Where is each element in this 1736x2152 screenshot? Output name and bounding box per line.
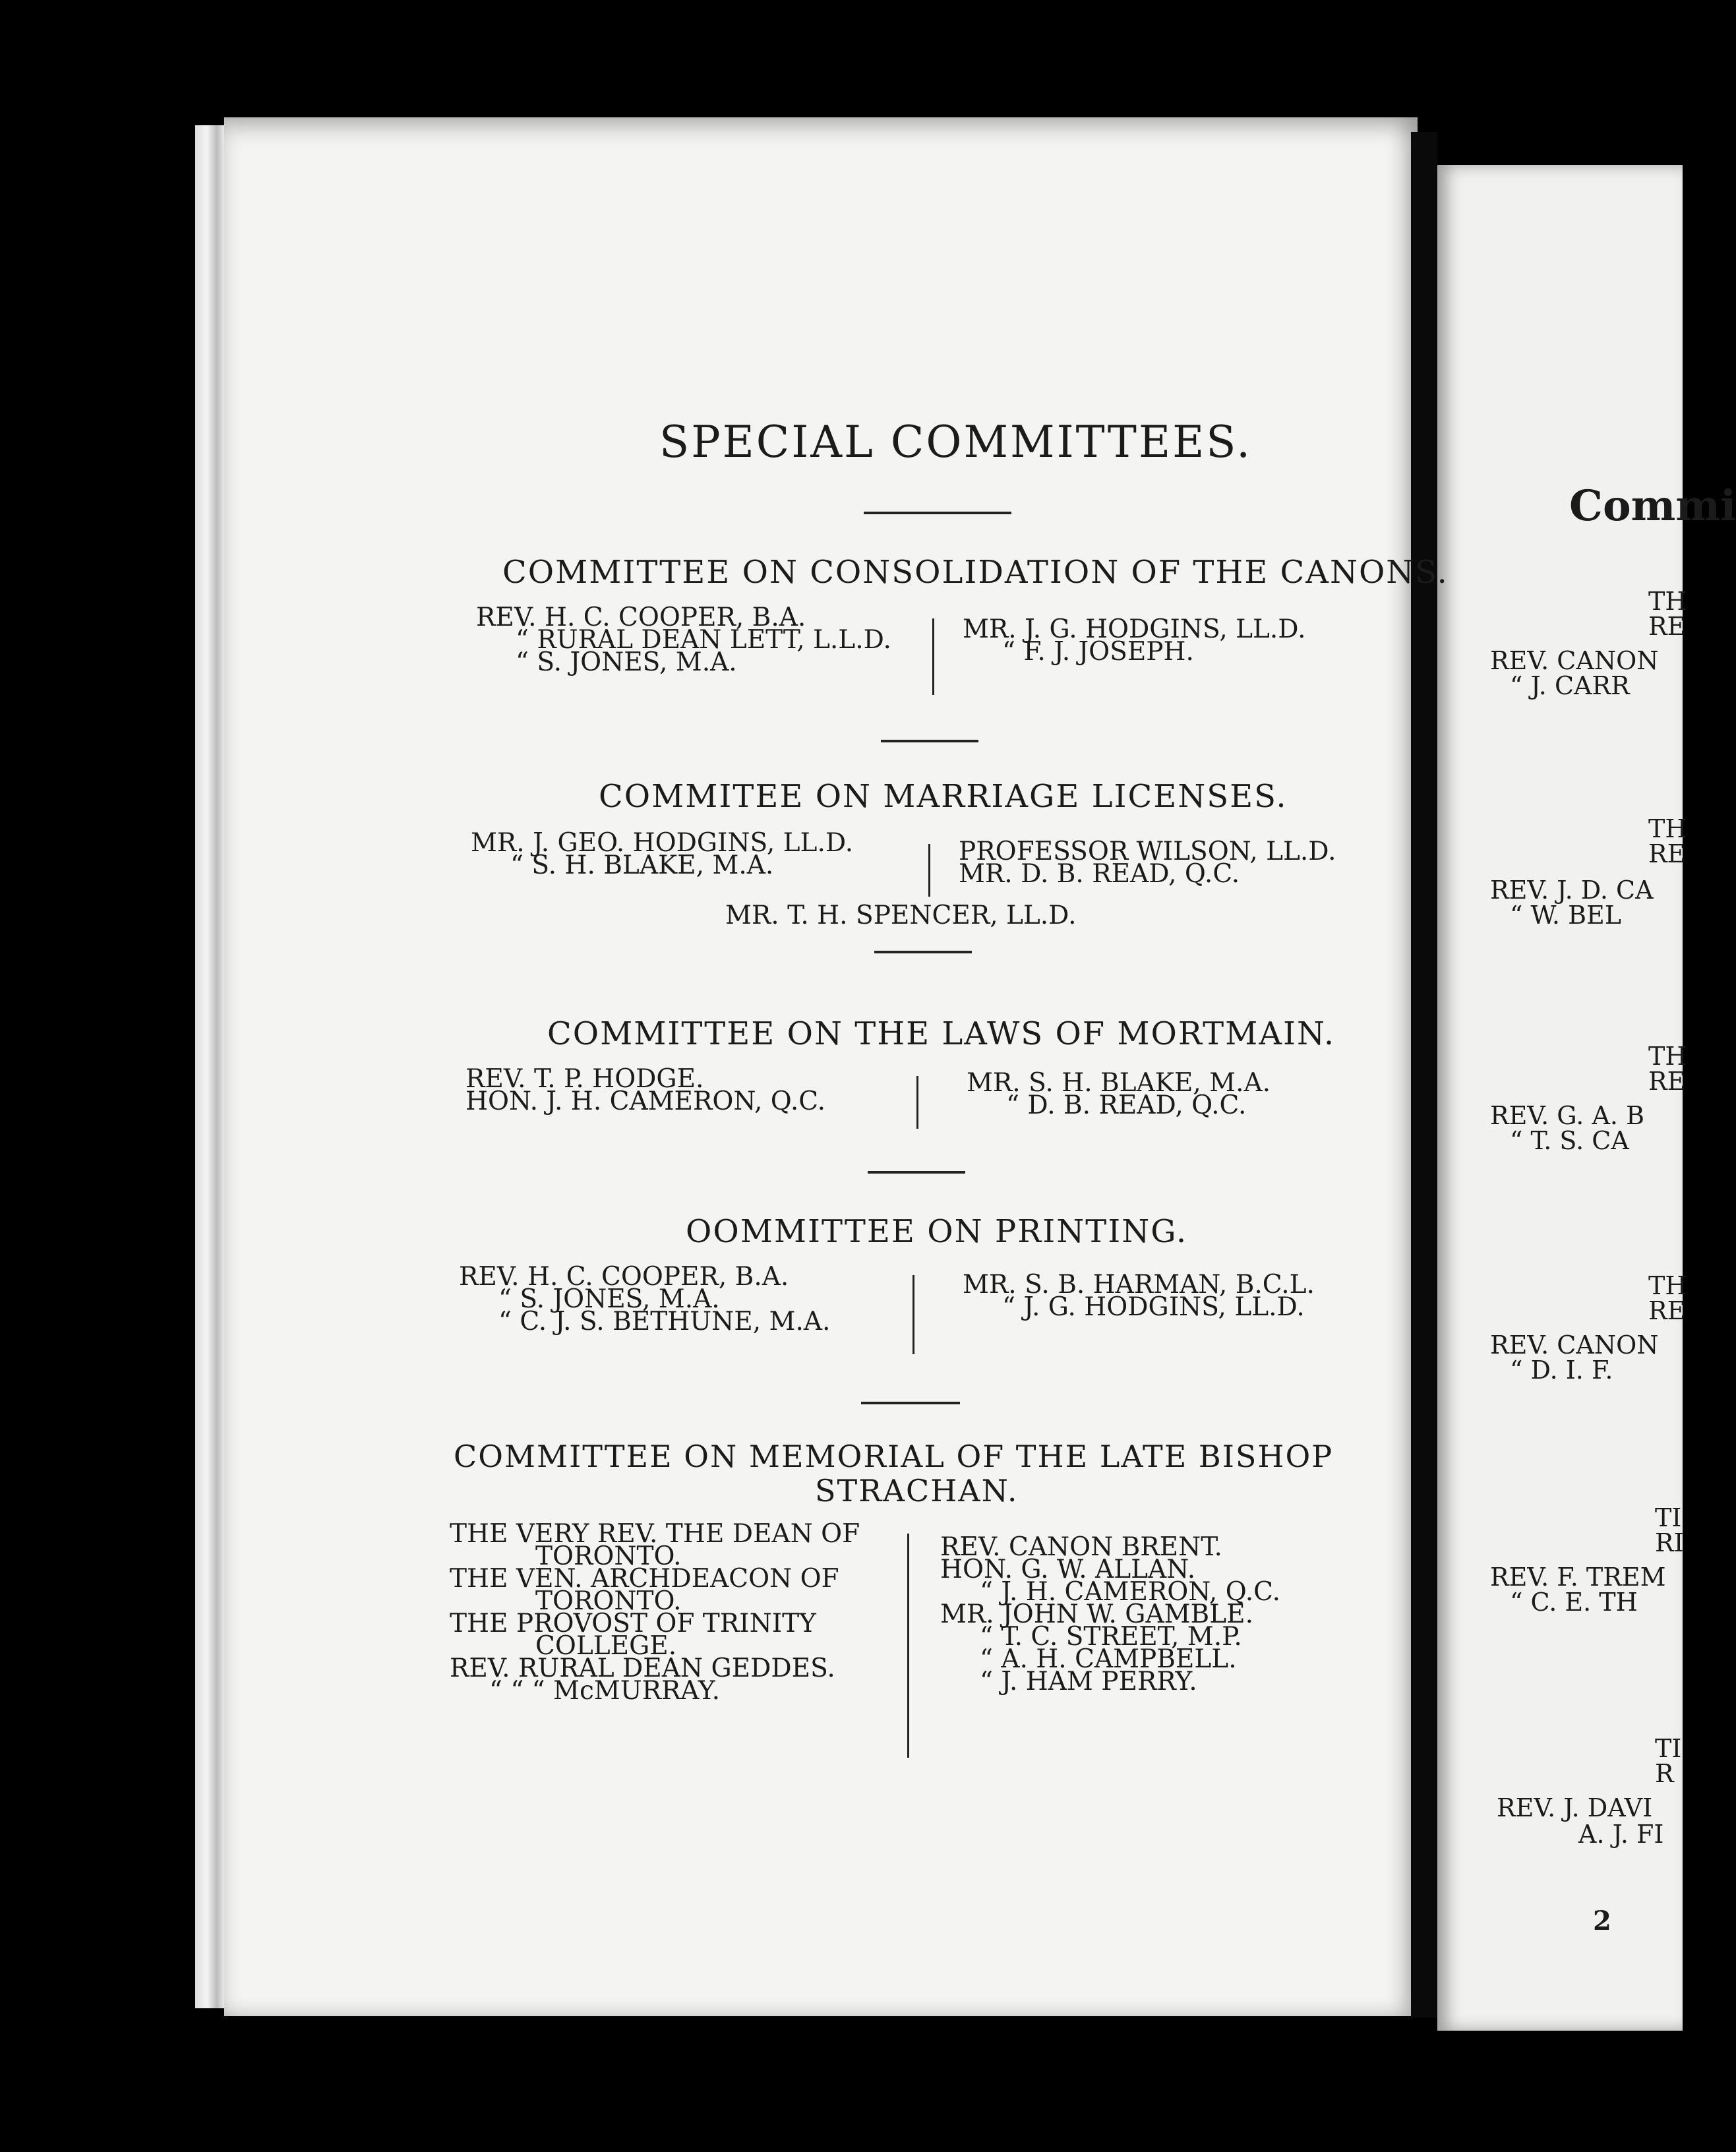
member-name: MR. S. B. HARMAN, B.C.L. [963, 1270, 1315, 1300]
next-page-line: REV. CANON [1490, 646, 1659, 675]
member-name: “ J. H. CAMERON, Q.C. [980, 1577, 1280, 1607]
divider [881, 740, 978, 742]
member-name: “ A. H. CAMPBELL. [980, 1644, 1237, 1674]
member-name: TORONTO. [535, 1586, 682, 1616]
divider [874, 951, 972, 953]
member-name: MR. J. GEO. HODGINS, LL.D. [471, 828, 854, 858]
next-page-line: RE [1648, 612, 1686, 641]
next-page-line: REV. J. DAVI [1497, 1793, 1653, 1822]
page-number: 2 [1593, 1905, 1611, 1936]
committee-right-column [967, 1068, 1271, 1120]
member-name: REV. H. C. COOPER, B.A. [459, 1262, 789, 1292]
divider [868, 1171, 965, 1174]
committee-left-column [459, 1262, 831, 1336]
member-name: HON. G. W. ALLAN. [940, 1555, 1196, 1584]
next-page-line: RE [1648, 1296, 1686, 1325]
section-title: OOMMITTEE ON PRINTING. [686, 1213, 1188, 1250]
next-page-line: TH [1648, 587, 1687, 616]
next-page-line: TH [1648, 1042, 1687, 1071]
committee-footer-member: MR. T. H. SPENCER, LL.D. [725, 901, 1077, 930]
member-name: “ S. JONES, M.A. [516, 647, 737, 677]
member-name: THE PROVOST OF TRINITY [450, 1609, 816, 1638]
committee-right-column [959, 837, 1336, 889]
next-page-line: TI [1655, 1503, 1682, 1532]
next-page-line: “ C. E. TH [1510, 1588, 1638, 1617]
next-page-line: REV. G. A. B [1490, 1101, 1644, 1130]
member-name: MR. JOHN W. GAMBLE. [940, 1599, 1253, 1629]
column-separator [913, 1275, 914, 1354]
next-page-line: RI [1655, 1528, 1684, 1557]
member-name: REV. CANON BRENT. [940, 1532, 1222, 1562]
next-page-line: REV. CANON [1490, 1330, 1659, 1360]
section-title: COMMITTEE ON CONSOLIDATION OF THE CANONS. [502, 554, 1449, 591]
divider [861, 1402, 960, 1404]
committee-right-column [940, 1532, 1280, 1696]
committee-left-column [476, 603, 891, 677]
column-separator [932, 618, 934, 695]
next-page-line: TI [1655, 1734, 1682, 1763]
section-title: COMMITEE ON MARRIAGE LICENSES. [599, 778, 1288, 815]
committee-left-column [465, 1064, 826, 1116]
member-name: COLLEGE. [535, 1631, 677, 1661]
next-page-line: TH [1648, 1271, 1687, 1300]
divider [864, 512, 1011, 514]
next-page-line: “ D. I. F. [1510, 1356, 1613, 1385]
member-name: THE VERY REV. THE DEAN OF [450, 1519, 860, 1549]
next-page-heading: Commi [1569, 481, 1736, 531]
next-page-line: “ J. CARR [1510, 671, 1630, 700]
member-name: MR. S. H. BLAKE, M.A. [967, 1068, 1271, 1098]
member-name: HON. J. H. CAMERON, Q.C. [465, 1087, 826, 1116]
member-name: “ J. G. HODGINS, LL.D. [1002, 1292, 1305, 1322]
section-title-continued: STRACHAN. [815, 1473, 1019, 1509]
next-page-line: RE [1648, 839, 1686, 868]
section-title: COMMITTEE ON THE LAWS OF MORTMAIN. [547, 1015, 1336, 1052]
member-name: MR. D. B. READ, Q.C. [959, 859, 1240, 889]
column-separator [907, 1534, 909, 1758]
next-page-line: RE [1648, 1067, 1686, 1096]
member-name: “ “ “ McMURRAY. [489, 1676, 721, 1706]
column-separator [916, 1076, 918, 1129]
next-page-line: REV. F. TREM [1490, 1563, 1666, 1592]
next-page-line: A. J. FI [1578, 1820, 1664, 1849]
committee-right-column [963, 614, 1306, 667]
committee-left-column [450, 1519, 860, 1706]
member-name: “ S. JONES, M.A. [498, 1284, 720, 1314]
section-title: COMMITTEE ON MEMORIAL OF THE LATE BISHOP [454, 1439, 1334, 1474]
column-separator [928, 844, 930, 897]
next-page-line: TH [1648, 814, 1687, 843]
member-name: TORONTO. [535, 1541, 682, 1571]
next-page-line: R [1655, 1759, 1674, 1788]
right-page [1437, 165, 1736, 2031]
member-name: “ J. HAM PERRY. [980, 1667, 1197, 1696]
member-name: “ T. C. STREET, M.P. [980, 1622, 1242, 1652]
member-name: REV. RURAL DEAN GEDDES. [450, 1654, 835, 1683]
member-name: “ D. B. READ, Q.C. [1006, 1091, 1247, 1120]
member-name: “ S. H. BLAKE, M.A. [510, 851, 774, 880]
next-page-line: “ T. S. CA [1510, 1126, 1629, 1155]
member-name: “ C. J. S. BETHUNE, M.A. [498, 1307, 831, 1336]
member-name: REV. T. P. HODGE. [465, 1064, 704, 1094]
committee-left-column [471, 828, 854, 880]
left-page [224, 117, 1418, 2016]
member-name: “ F. J. JOSEPH. [1002, 637, 1194, 667]
member-name: REV. H. C. COOPER, B.A. [476, 603, 806, 632]
member-name: PROFESSOR WILSON, LL.D. [959, 837, 1336, 866]
member-name: THE VEN. ARCHDEACON OF [450, 1564, 839, 1594]
committee-right-column [963, 1270, 1315, 1322]
member-name: “ RURAL DEAN LETT, L.L.D. [516, 625, 891, 655]
member-name: MR. J. G. HODGINS, LL.D. [963, 614, 1306, 644]
book-gutter [1411, 132, 1437, 2018]
page-title: SPECIAL COMMITTEES. [659, 417, 1253, 467]
next-page-line: “ W. BEL [1510, 901, 1621, 930]
next-page-line: REV. J. D. CA [1490, 876, 1654, 905]
